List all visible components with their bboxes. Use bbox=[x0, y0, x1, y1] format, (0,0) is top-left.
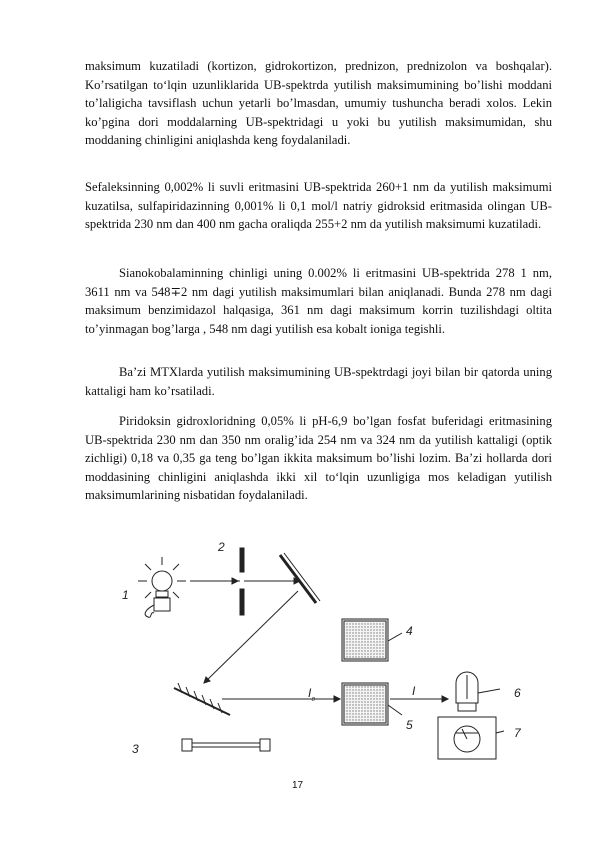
label-1: 1 bbox=[122, 588, 129, 602]
slit-icon bbox=[228, 548, 244, 615]
label-5: 5 bbox=[406, 718, 413, 732]
spectrophotometer-diagram bbox=[112, 533, 537, 765]
paragraph-2: Sefaleksinning 0,002% li suvli eritmasini UB-spektrida 260+1 nm da yutilish maksimumi kuzatilsa, sulfapiridazinning 0,001% li 0,1 mol/l natriy gidroksid eritmasida olingan UB-spektrida 230 nm dan 400 nm gacha oraliqda 255+2 nm da yutilish maksimumi kuzatiladi. bbox=[85, 180, 552, 232]
reference-cuvette-icon bbox=[342, 619, 402, 661]
label-2: 2 bbox=[218, 540, 225, 554]
mirror-icon bbox=[280, 553, 320, 603]
paragraph-4: Ba’zi MTXlarda yutilish maksimumining UB-spektrdagi joyi bilan bir qatorda uning kattaligi ham ko’rsatiladi. bbox=[85, 365, 552, 398]
paragraph-3: Sianokobalaminning chinligi uning 0.002% li eritmasini UB-spektrida 278 1 nm, 3611 nm va 548∓2 nm dagi yutilish maksimumlari bilan aniqlanadi. Bunda 278 nm dagi maksimum benzimidazol halqasiga, 361 nm dagi maksimum korrin tuzilishdagi oltita to’yinmagan bog’larga , 548 nm dagi yutilish esa kobalt ioniga tegishli. bbox=[85, 266, 552, 336]
paragraph-5: Piridoksin gidroxloridning 0,05% li pH-6,9 bo’lgan fosfat buferidagi eritmasining UB-spektrida 230 nm dan 350 nm oralig’ida 254 nm va 324 nm da yutilish kattaligi (optik zichligi) 0,18 va 0,35 ga teng bo’lgan ikkita maksimum bo’lishi lozim. Ba’zi hollarda dori moddasining chinligini aniqlashda ikki xil to‘lqin uzunligiga mos keladigan yutilish maksimumlarining nisbatidan foydalaniladi. bbox=[85, 414, 552, 503]
prism-icon bbox=[174, 683, 230, 715]
paragraph-1: maksimum kuzatiladi (kortizon, gidrokortizon, prednizon, prednizolon va boshqalar). Ko’rsatilgan to‘lqin uzunliklarida UB-spektrda yutilish maksimumining bo’lishi moddani to’laligicha tavsiflash uchun yetarli bo’lmasdan, umumiy tushuncha beradi xolos. Lekin ko’pgina dori moddalarning UB-spektridagi u yoki bu yutilish maksimumidan, shu moddaning chinligini aniqlashda keng foydalaniladi. bbox=[85, 59, 552, 148]
tube-lamp-icon bbox=[182, 739, 270, 751]
label-6: 6 bbox=[514, 686, 521, 700]
label-4: 4 bbox=[406, 624, 413, 638]
diagram-svg bbox=[112, 533, 537, 765]
galvanometer-icon bbox=[438, 717, 504, 759]
sample-cuvette-icon bbox=[342, 683, 402, 725]
page-number: 17 bbox=[291, 780, 304, 791]
label-7: 7 bbox=[514, 726, 521, 740]
label-i0: $I_{_0}$ bbox=[308, 686, 316, 702]
lamp-icon bbox=[138, 557, 186, 617]
label-3: 3 bbox=[132, 742, 139, 756]
label-i: I bbox=[412, 684, 416, 698]
photocell-icon bbox=[456, 672, 500, 711]
